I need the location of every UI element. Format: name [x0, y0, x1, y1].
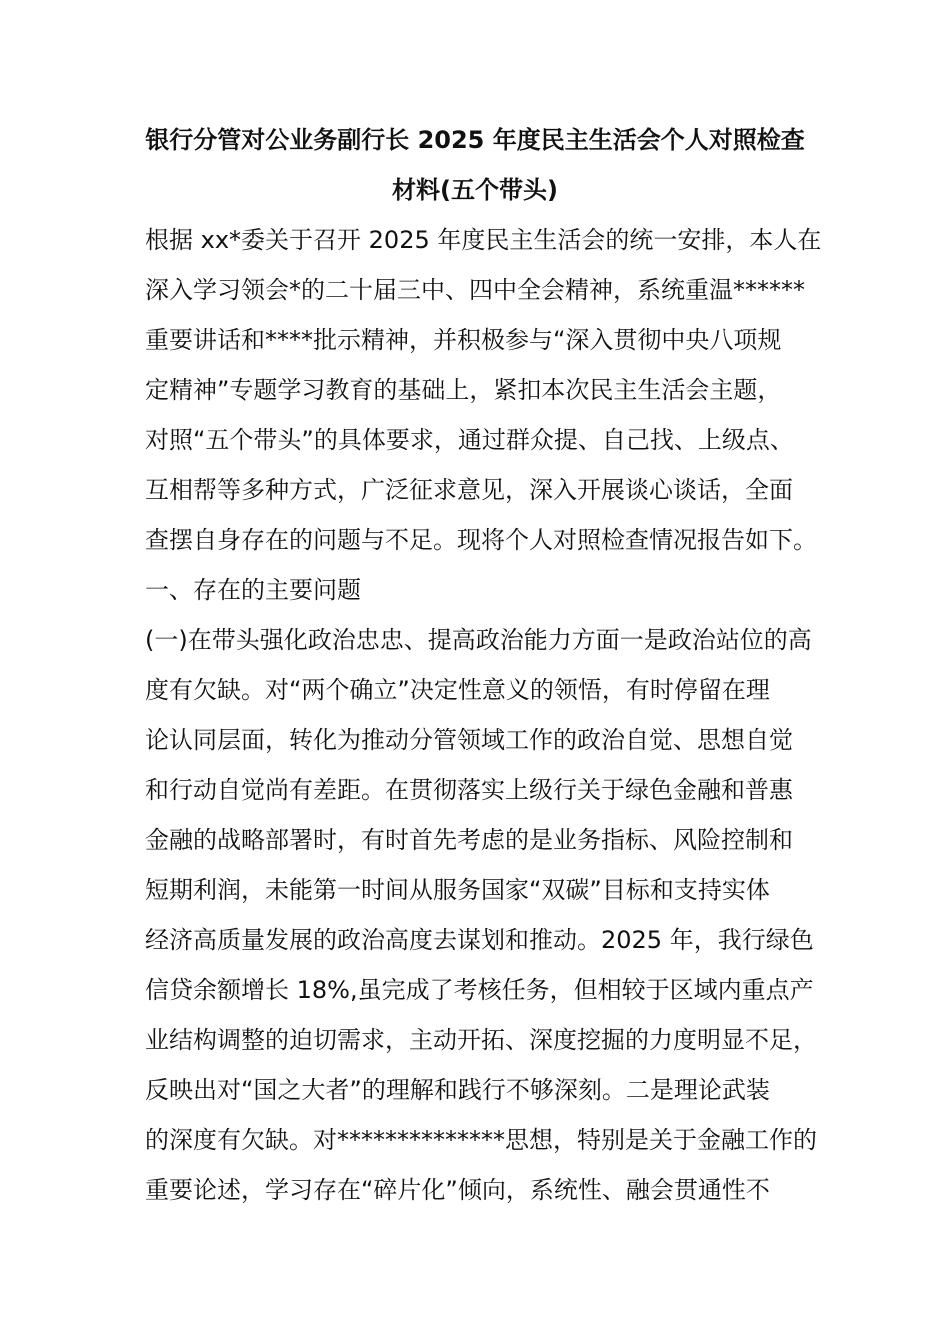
body-text-line: 反映出对“国之大者”的理解和践行不够深刻。二是理论武装 [145, 1076, 770, 1104]
document-title-line: 材料(五个带头) [392, 176, 558, 204]
body-text-line: 短期利润，未能第一时间从服务国家“双碳”目标和支持实体 [145, 876, 770, 904]
body-text-line: (一)在带头强化政治忠忠、提高政治能力方面一是政治站位的高 [145, 626, 812, 654]
body-text-line: 深入学习领会*的二十届三中、四中全会精神，系统重温****** [145, 276, 805, 304]
body-text-line: 重要讲话和****批示精神，并积极参与“深入贯彻中央八项规 [145, 326, 782, 354]
body-text-line: 业结构调整的迫切需求，主动开拓、深度挖掘的力度明显不足， [145, 1026, 817, 1054]
body-text-line: 信贷余额增长 18%,虽完成了考核任务，但相较于区域内重点产 [145, 976, 814, 1004]
body-text-line: 经济高质量发展的政治高度去谋划和推动。2025 年，我行绿色 [145, 926, 814, 954]
body-text-line: 度有欠缺。对“两个确立”决定性意义的领悟，有时停留在理 [145, 676, 770, 704]
body-text-line: 金融的战略部署时，有时首先考虑的是业务指标、风险控制和 [145, 826, 793, 854]
body-text-line: 根据 xx*委关于召开 2025 年度民主生活会的统一安排，本人在 [145, 226, 822, 254]
body-text-line: 互相帮等多种方式，广泛征求意见，深入开展谈心谈话，全面 [145, 476, 793, 504]
body-text-line: 定精神”专题学习教育的基础上，紧扣本次民主生活会主题， [145, 376, 782, 404]
section-heading: 一、存在的主要问题 [145, 576, 361, 604]
body-text-line: 查摆自身存在的问题与不足。现将个人对照检查情况报告如下。 [145, 526, 817, 554]
body-text-line: 论认同层面，转化为推动分管领域工作的政治自觉、思想自觉 [145, 726, 793, 754]
document-title-line: 银行分管对公业务副行长 2025 年度民主生活会个人对照检查 [145, 126, 805, 154]
body-text-line: 对照“五个带头”的具体要求，通过群众提、自己找、上级点、 [145, 426, 794, 454]
body-text-line: 的深度有欠缺。对**************思想，特别是关于金融工作的 [145, 1126, 817, 1154]
body-text-line: 和行动自觉尚有差距。在贯彻落实上级行关于绿色金融和普惠 [145, 776, 793, 804]
body-text-line: 重要论述，学习存在“碎片化”倾向，系统性、融会贯通性不 [145, 1176, 770, 1204]
